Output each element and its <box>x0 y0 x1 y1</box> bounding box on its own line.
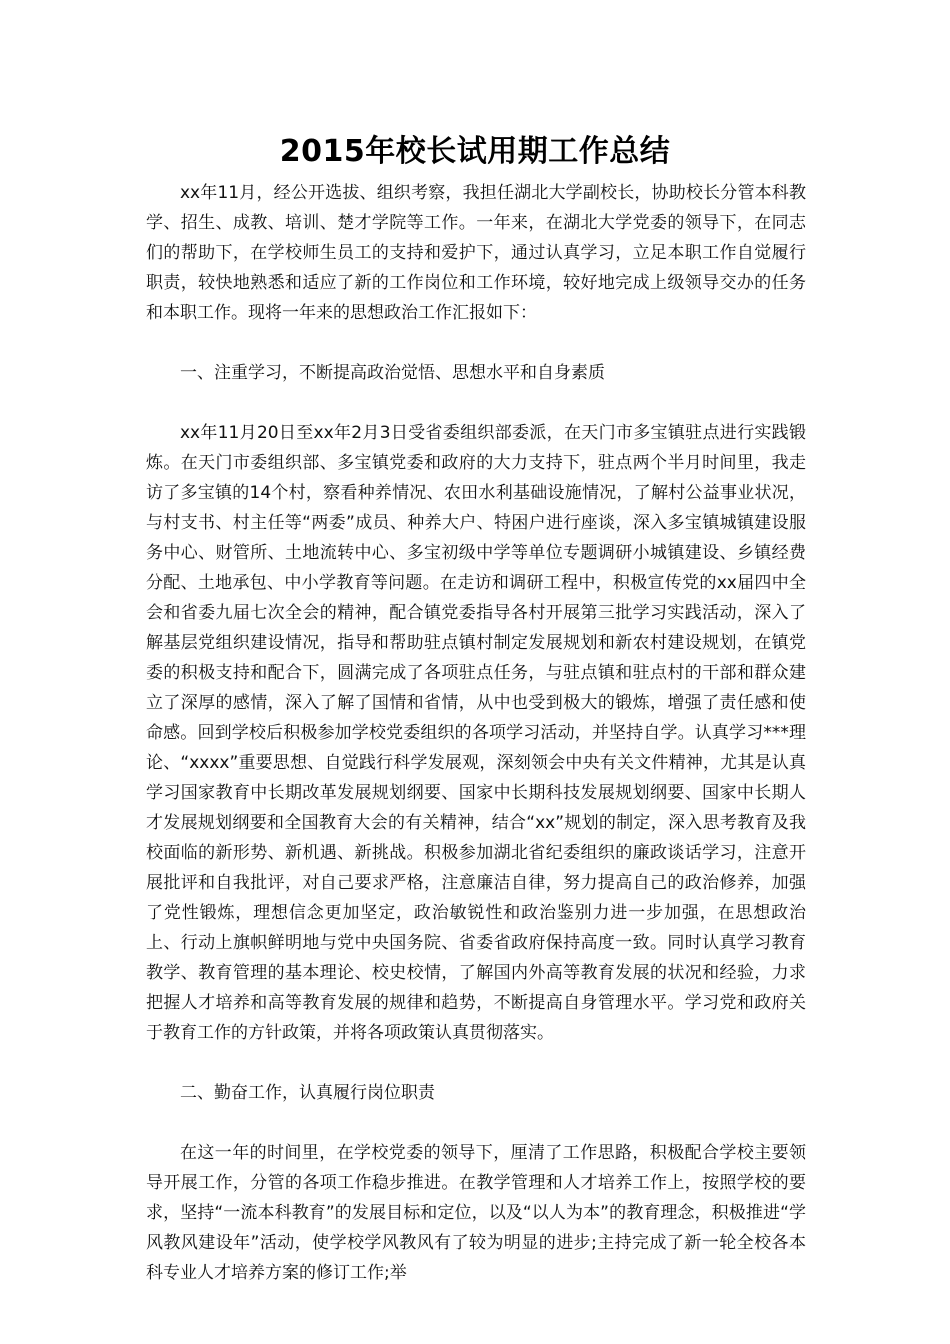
document-body <box>146 178 806 1288</box>
paragraph-spacer <box>146 328 806 358</box>
paragraph-intro: xx年11月，经公开选拔、组织考察，我担任湖北大学副校长，协助校长分管本科教学、招生、成教、培训、楚才学院等工作。一年来，在湖北大学党委的领导下，在同志们的帮助下，在学校师生员工的支持和爱护下，通过认真学习，立足本职工作自觉履行职责，较快地熟悉和适应了新的工作岗位和工作环境，较好地完成上级领导交办的任务和本职工作。现将一年来的思想政治工作汇报如下： <box>146 183 806 323</box>
paragraph-section-1: xx年11月20日至xx年2月3日受省委组织部委派，在天门市多宝镇驻点进行实践锻炼。在天门市委组织部、多宝镇党委和政府的大力支持下，驻点两个半月时间里，我走访了多宝镇的14个村，察看种养情况、农田水利基础设施情况，了解村公益事业状况，与村支书、村主任等“两委”成员、种养大户、特困户进行座谈，深入多宝镇城镇建设服务中心、财管所、土地流转中心、多宝初级中学等单位专题调研小城镇建设、乡镇经费分配、土地承包、中小学教育等问题。在走访和调研工程中，积极宣传党的xx届四中全会和省委九届七次全会的精神，配合镇党委指导各村开展第三批学习实践活动，深入了解基层党组织建设情况，指导和帮助驻点镇村制定发展规划和新农村建设规划，在镇党委的积极支持和配合下，圆满完成了各项驻点任务，与驻点镇和驻点村的干部和群众建立了深厚的感情，深入了解了国情和省情，从中也受到极大的锻炼，增强了责任感和使命感。回到学校后积极参加学校党委组织的各项学习活动，并坚持自学。认真学习***理论、“xxxx”重要思想、自觉践行科学发展观，深刻领会中央有关文件精神，尤其是认真学习国家教育中长期改革发展规划纲要、国家中长期科技发展规划纲要、国家中长期人才发展规划纲要和全国教育大会的有关精神，结合“xx”规划的制定，深入思考教育及我校面临的新形势、新机遇、新挑战。积极参加湖北省纪委组织的廉政谈话学习，注意开展批评和自我批评，对自己要求严格，注意廉洁自律，努力提高自己的政治修养，加强了党性锻炼，理想信念更加坚定，政治敏锐性和政治鉴别力进一步加强，在思想政治上、行动上旗帜鲜明地与党中央国务院、省委省政府保持高度一致。同时认真学习教育教学、教育管理的基本理论、校史校情，了解国内外高等教育发展的状况和经验，力求把握人才培养和高等教育发展的规律和趋势，不断提高自身管理水平。学习党和政府关于教育工作的方针政策，并将各项政策认真贯彻落实。 <box>146 423 806 1043</box>
section-heading-2: 二、勤奋工作，认真履行岗位职责 <box>180 1083 435 1103</box>
section-heading-1: 一、注重学习，不断提高政治觉悟、思想水平和自身素质 <box>180 363 605 383</box>
paragraph-section-2: 在这一年的时间里，在学校党委的领导下，厘清了工作思路，积极配合学校主要领导开展工作，分管的各项工作稳步推进。在教学管理和人才培养工作上，按照学校的要求，坚持“一流本科教育”的发展目标和定位，以及“以人为本”的教育理念，积极推进“学风教风建设年”活动，使学校学风教风有了较为明显的进步;主持完成了新一轮全校各本科专业人才培养方案的修订工作;举 <box>146 1143 806 1283</box>
paragraph-spacer <box>146 1048 806 1078</box>
paragraph-spacer <box>146 388 806 418</box>
paragraph-spacer <box>146 1108 806 1138</box>
document-title: 2015年校长试用期工作总结 <box>279 134 671 169</box>
